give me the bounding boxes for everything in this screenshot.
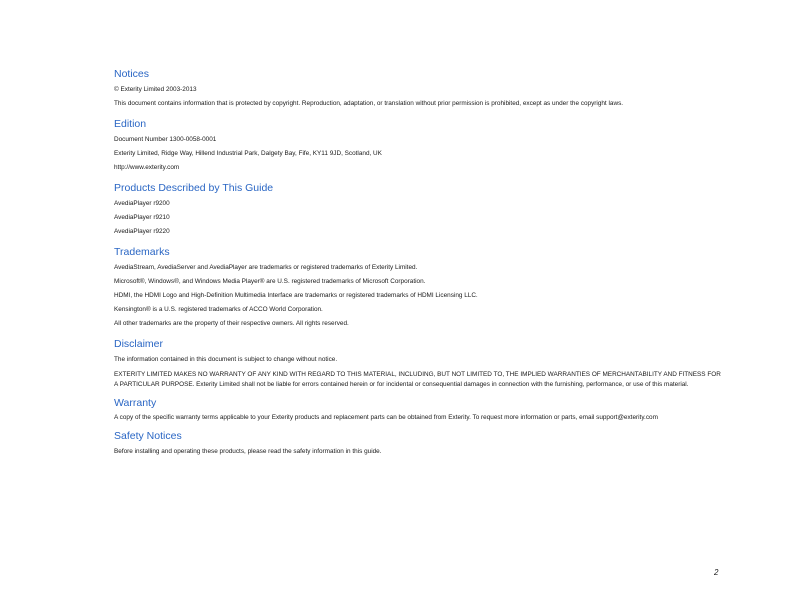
disclaimer-line: The information contained in this document is subject to change without notice.: [114, 356, 338, 363]
trademark-item: Kensington® is a U.S. registered trademarks of ACCO World Corporation.: [114, 306, 323, 313]
edition-heading: Edition: [114, 118, 147, 130]
products-section: [114, 182, 724, 239]
document-page: [114, 68, 724, 459]
warranty-text: A copy of the specific warranty terms applicable to your Exterity products and replacement parts can be obtained from Exterity. To request more information or parts, email support@exterity.com: [114, 414, 658, 421]
trademark-item: AvediaStream, AvediaServer and AvediaPlayer are trademarks or registered trademarks of Exterity Limited.: [114, 264, 418, 271]
warranty-section: [114, 397, 724, 423]
company-url: http://www.exterity.com: [114, 164, 180, 171]
copyright-line: © Exterity Limited 2003-2013: [114, 86, 197, 93]
notices-text: This document contains information that is protected by copyright. Reproduction, adaptation, or translation without prior permission is prohibited, except as under the copyright laws.: [114, 100, 624, 107]
safety-text: Before installing and operating these products, please read the safety information in this guide.: [114, 448, 382, 455]
safety-heading: Safety Notices: [114, 430, 182, 442]
notices-heading: Notices: [114, 68, 150, 80]
disclaimer-heading: Disclaimer: [114, 338, 164, 350]
trademark-item: All other trademarks are the property of their respective owners. All rights reserved.: [114, 320, 349, 327]
product-item: AvediaPlayer r9210: [114, 214, 170, 221]
trademarks-section: [114, 246, 724, 331]
safety-section: [114, 430, 724, 459]
document-number: Document Number 1300-0058-0001: [114, 136, 217, 143]
trademarks-heading: Trademarks: [114, 246, 170, 258]
edition-section: [114, 118, 724, 175]
product-item: AvediaPlayer r9220: [114, 228, 170, 235]
company-address: Exterity Limited, Ridge Way, Hillend Industrial Park, Dalgety Bay, Fife, KY11 9JD, Scotland, UK: [114, 150, 382, 157]
disclaimer-warranty-text: EXTERITY LIMITED MAKES NO WARRANTY OF ANY KIND WITH REGARD TO THIS MATERIAL, INCLUDING, BUT NOT LIMITED TO, THE IMPLIED WARRANTIES OF MERCHANTABILITY AND FITNESS FOR A PARTICULAR PURPOSE. Exterity Limited shall not be liable for errors contained herein or for incidental or consequential damages in connection with the furnishing, performance, or use of this material.: [114, 371, 721, 388]
disclaimer-section: [114, 338, 724, 390]
product-item: AvediaPlayer r9200: [114, 200, 170, 207]
trademark-item: Microsoft®, Windows®, and Windows Media Player® are U.S. registered trademarks of Microsoft Corporation.: [114, 278, 426, 285]
warranty-heading: Warranty: [114, 397, 157, 409]
products-heading: Products Described by This Guide: [114, 182, 274, 194]
page-number: 2: [714, 568, 719, 577]
notices-section: [114, 68, 724, 111]
trademark-item: HDMI, the HDMI Logo and High-Definition Multimedia Interface are trademarks or registered trademarks of HDMI Licensing LLC.: [114, 292, 478, 299]
